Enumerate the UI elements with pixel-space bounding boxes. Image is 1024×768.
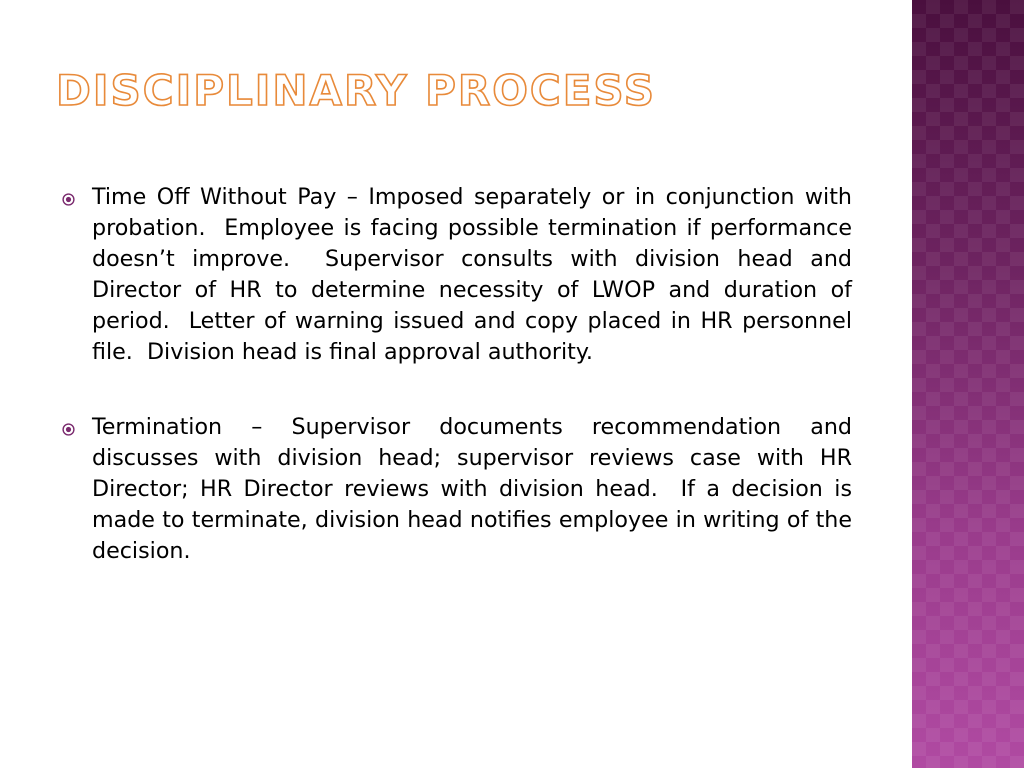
bullet-item — [56, 182, 860, 368]
bullet-list — [56, 182, 860, 611]
bullet-text: Termination – Supervisor documents recommendation and discusses with division head; supervisor reviews case with HR Director; HR Director reviews with division head. If a decision is made to terminate, division head notifies employee in writing of the decision. — [92, 414, 860, 564]
circle-bullet-icon — [62, 423, 75, 436]
decorative-side-band — [912, 0, 1024, 768]
bullet-item — [56, 412, 860, 567]
circle-bullet-icon — [62, 193, 75, 206]
bullet-text: Time Off Without Pay – Imposed separately or in conjunction with probation. Employee is facing possible termination if performance doesn’t improve. Supervisor consults with division head and Director of HR to determine necessity of LWOP and duration of period. Letter of warning issued and copy placed in HR personnel file. Division head is final approval authority. — [92, 184, 860, 365]
slide-title: DISCIPLINARY PROCESS — [56, 66, 657, 115]
